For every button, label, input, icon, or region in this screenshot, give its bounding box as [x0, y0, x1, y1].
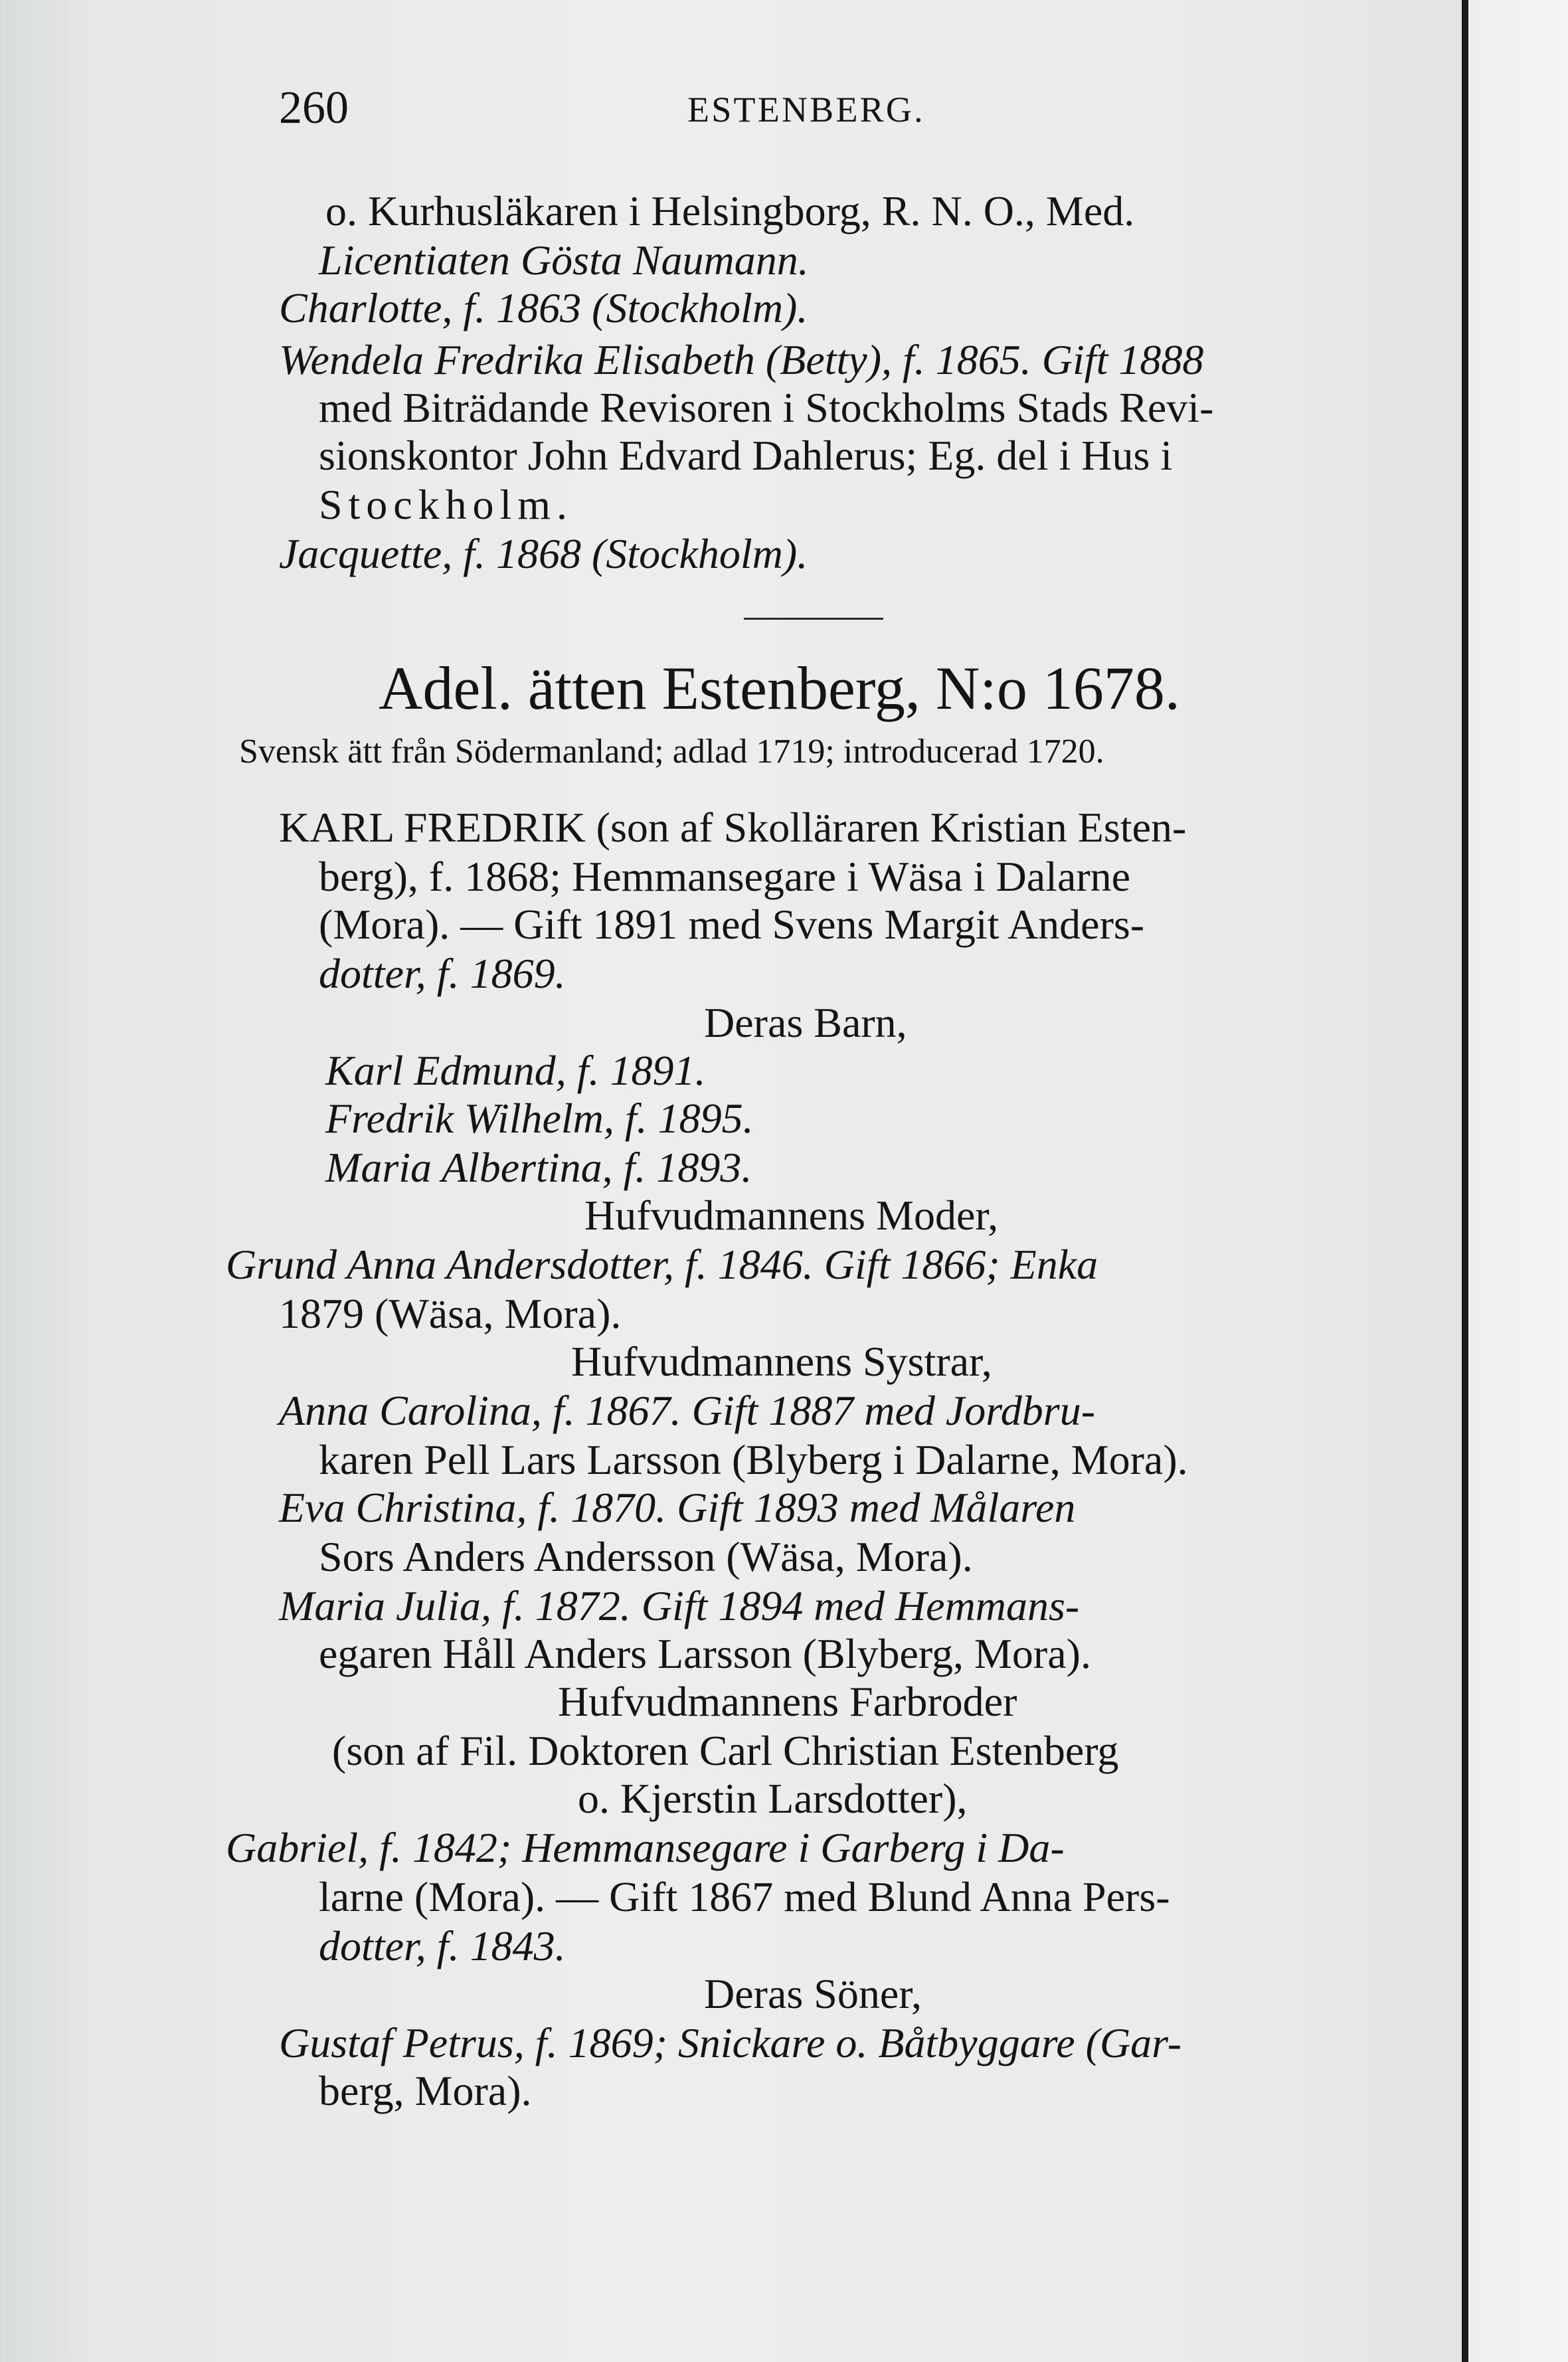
- section-subtitle: Svensk ätt från Södermanland; adlad 1719; introducerad 1720.: [239, 733, 1104, 771]
- page-number: 260: [279, 82, 349, 134]
- text-line: larne (Mora). — Gift 1867 med Blund Anna Pers-: [319, 1873, 1170, 1920]
- text-line: sionskontor John Edvard Dahlerus; Eg. del i Hus i: [319, 432, 1173, 479]
- sub-heading: Deras Barn,: [704, 999, 907, 1046]
- page-margin-strip: [1468, 0, 1568, 2362]
- text-line: o. Kurhusläkaren i Helsingborg, R. N. O., Med.: [325, 187, 1135, 234]
- text-line: Jacquette, f. 1868 (Stockholm).: [279, 530, 808, 577]
- sub-heading: Hufvudmannens Farbroder: [558, 1678, 1017, 1725]
- text-line: Maria Albertina, f. 1893.: [325, 1144, 752, 1191]
- text-line: dotter, f. 1869.: [319, 950, 566, 997]
- text-line: med Biträdande Revisoren i Stockholms Stads Revi-: [319, 384, 1214, 431]
- text-line: Charlotte, f. 1863 (Stockholm).: [279, 284, 808, 331]
- text-line: Gustaf Petrus, f. 1869; Snickare o. Båtbyggare (Gar-: [279, 2019, 1182, 2066]
- section-divider: [744, 618, 883, 620]
- text-line: berg), f. 1868; Hemmansegare i Wäsa i Dalarne: [319, 853, 1131, 900]
- text-line: Licentiaten Gösta Naumann.: [319, 236, 809, 284]
- text-line: (son af Fil. Doktoren Carl Christian Estenberg: [332, 1727, 1119, 1774]
- sub-heading: Hufvudmannens Systrar,: [571, 1338, 992, 1385]
- text-line: Gabriel, f. 1842; Hemmansegare i Garberg i Da-: [226, 1824, 1065, 1871]
- running-title: ESTENBERG.: [687, 90, 925, 130]
- section-title: Adel. ätten Estenberg, N:o 1678.: [379, 654, 1180, 722]
- text-line: Wendela Fredrika Elisabeth (Betty), f. 1865. Gift 1888: [279, 336, 1204, 383]
- text-line: Fredrik Wilhelm, f. 1895.: [325, 1095, 754, 1142]
- text-line: Maria Julia, f. 1872. Gift 1894 med Hemmans-: [279, 1582, 1080, 1629]
- sub-heading: Deras Söner,: [704, 1970, 922, 2017]
- text-line: Stockholm.: [319, 481, 573, 528]
- text-line: Karl Edmund, f. 1891.: [325, 1047, 706, 1094]
- text-line: Grund Anna Andersdotter, f. 1846. Gift 1866; Enka: [226, 1241, 1098, 1288]
- text-line: 1879 (Wäsa, Mora).: [279, 1290, 622, 1337]
- text-line: karen Pell Lars Larsson (Blyberg i Dalarne, Mora).: [319, 1436, 1188, 1483]
- text-line: Anna Carolina, f. 1867. Gift 1887 med Jordbru-: [279, 1387, 1095, 1434]
- text-line: dotter, f. 1843.: [319, 1922, 566, 1969]
- text-line: (Mora). — Gift 1891 med Svens Margit Anders-: [319, 901, 1145, 948]
- text-line: berg, Mora).: [319, 2067, 532, 2114]
- text-line: Eva Christina, f. 1870. Gift 1893 med Målaren: [279, 1484, 1076, 1531]
- text-line: o. Kjerstin Larsdotter),: [578, 1775, 968, 1822]
- text-line: egaren Håll Anders Larsson (Blyberg, Mora).: [319, 1630, 1091, 1677]
- binding-edge: [1462, 0, 1468, 2362]
- text-line: Sors Anders Andersson (Wäsa, Mora).: [319, 1533, 973, 1580]
- text-line: KARL FREDRIK (son af Skolläraren Kristian Esten-: [279, 804, 1187, 851]
- sub-heading: Hufvudmannens Moder,: [584, 1192, 999, 1239]
